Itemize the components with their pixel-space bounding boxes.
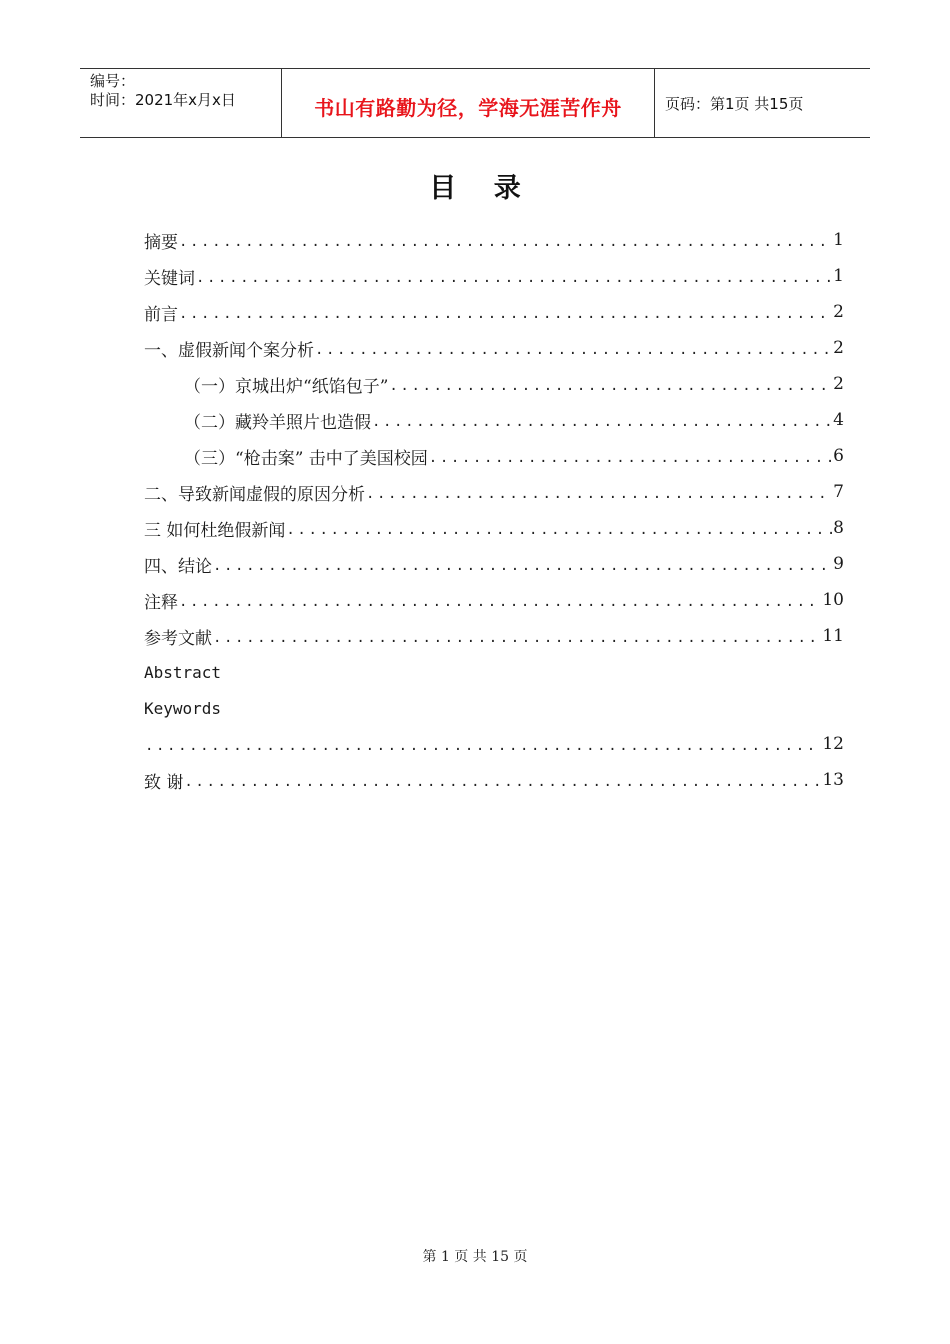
toc-entry-section-3[interactable] <box>144 510 844 546</box>
header-motto-cell <box>282 69 655 137</box>
toc-leader-dots <box>389 378 832 394</box>
header-table <box>80 68 870 138</box>
toc-entry-references[interactable] <box>144 618 844 654</box>
toc-entry-page: 7 <box>833 482 844 502</box>
toc-entry-page: 1 <box>833 266 844 286</box>
toc-leader-dots <box>286 522 832 538</box>
toc-leader-dots <box>213 558 832 574</box>
document-number-label: 编号： <box>90 72 136 90</box>
toc-entry-abstract-cn[interactable] <box>144 222 844 258</box>
toc-entry-page: 6 <box>833 446 844 466</box>
toc-entry-label: 参考文献 <box>144 628 212 649</box>
toc-entry-label: 前言 <box>144 304 178 325</box>
toc-leader-dots <box>429 450 832 466</box>
toc-entry-label: 一、虚假新闻个案分析 <box>144 340 314 361</box>
toc-entry-acknowledgements[interactable] <box>144 762 844 798</box>
toc-entry-page: 2 <box>833 374 844 394</box>
toc-leader-dots <box>372 414 832 430</box>
toc-entry-label: Abstract <box>144 662 222 682</box>
toc-entry-section-1-1[interactable] <box>144 366 844 402</box>
toc-entry-label: （三）“枪击案” 击中了美国校园 <box>184 448 428 469</box>
toc-entry-label: 注释 <box>144 592 178 613</box>
toc-leader-dots <box>366 486 832 502</box>
toc-entry-section-1[interactable] <box>144 330 844 366</box>
toc-entry-page: 4 <box>833 410 844 430</box>
toc-entry-label: 致 谢 <box>144 772 184 793</box>
toc-entry-label: Keywords <box>144 698 222 718</box>
toc-leader-dots <box>196 270 832 286</box>
toc-entry-section-2[interactable] <box>144 474 844 510</box>
table-of-contents <box>144 222 844 798</box>
toc-entry-page: 10 <box>822 590 844 610</box>
toc-leader-dots <box>145 738 821 754</box>
toc-entry-keywords-en[interactable] <box>144 690 844 726</box>
toc-entry-section-4[interactable] <box>144 546 844 582</box>
toc-entry-preface[interactable] <box>144 294 844 330</box>
header-meta-cell <box>80 69 282 137</box>
toc-entry-label: 四、结论 <box>144 556 212 577</box>
toc-entry-page: 12 <box>822 734 844 754</box>
toc-entry-page: 11 <box>822 626 844 646</box>
page-footer: 第 1 页 共 15 页 <box>422 1249 528 1265</box>
toc-leader-dots <box>179 306 832 322</box>
toc-entry-label: 关键词 <box>144 268 195 289</box>
toc-entry-keywords-cn[interactable] <box>144 258 844 294</box>
toc-entry-label: （一）京城出炉“纸馅包子” <box>184 376 389 397</box>
toc-entry-page: 2 <box>833 338 844 358</box>
toc-entry-label: 三 如何杜绝假新闻 <box>144 520 286 541</box>
toc-entry-abstract-en[interactable] <box>144 654 844 690</box>
toc-title: 目 录 <box>429 173 535 204</box>
toc-entry-label: 摘要 <box>144 232 178 253</box>
toc-entry-page: 9 <box>833 554 844 574</box>
toc-entry-page: 13 <box>822 770 844 790</box>
toc-entry-page: 8 <box>833 518 844 538</box>
toc-entry-label: 二、导致新闻虚假的原因分析 <box>144 484 365 505</box>
toc-entry-en-page[interactable] <box>144 726 844 762</box>
toc-entry-section-1-3[interactable] <box>144 438 844 474</box>
toc-leader-dots <box>213 630 821 646</box>
toc-entry-section-1-2[interactable] <box>144 402 844 438</box>
toc-leader-dots <box>179 594 821 610</box>
header-page-cell <box>655 69 870 137</box>
toc-entry-page: 2 <box>833 302 844 322</box>
toc-leader-dots <box>179 234 832 250</box>
toc-leader-dots <box>184 774 821 790</box>
toc-entry-page: 1 <box>833 230 844 250</box>
toc-leader-dots <box>315 342 832 358</box>
motto-text: 书山有路勤为径，学海无涯苦作舟 <box>314 95 622 120</box>
toc-entry-notes[interactable] <box>144 582 844 618</box>
document-date-label: 时间：2021年x月x日 <box>90 91 236 109</box>
page-info-label: 页码：第1页 共15页 <box>665 94 804 113</box>
toc-entry-label: （二）藏羚羊照片也造假 <box>184 412 371 433</box>
